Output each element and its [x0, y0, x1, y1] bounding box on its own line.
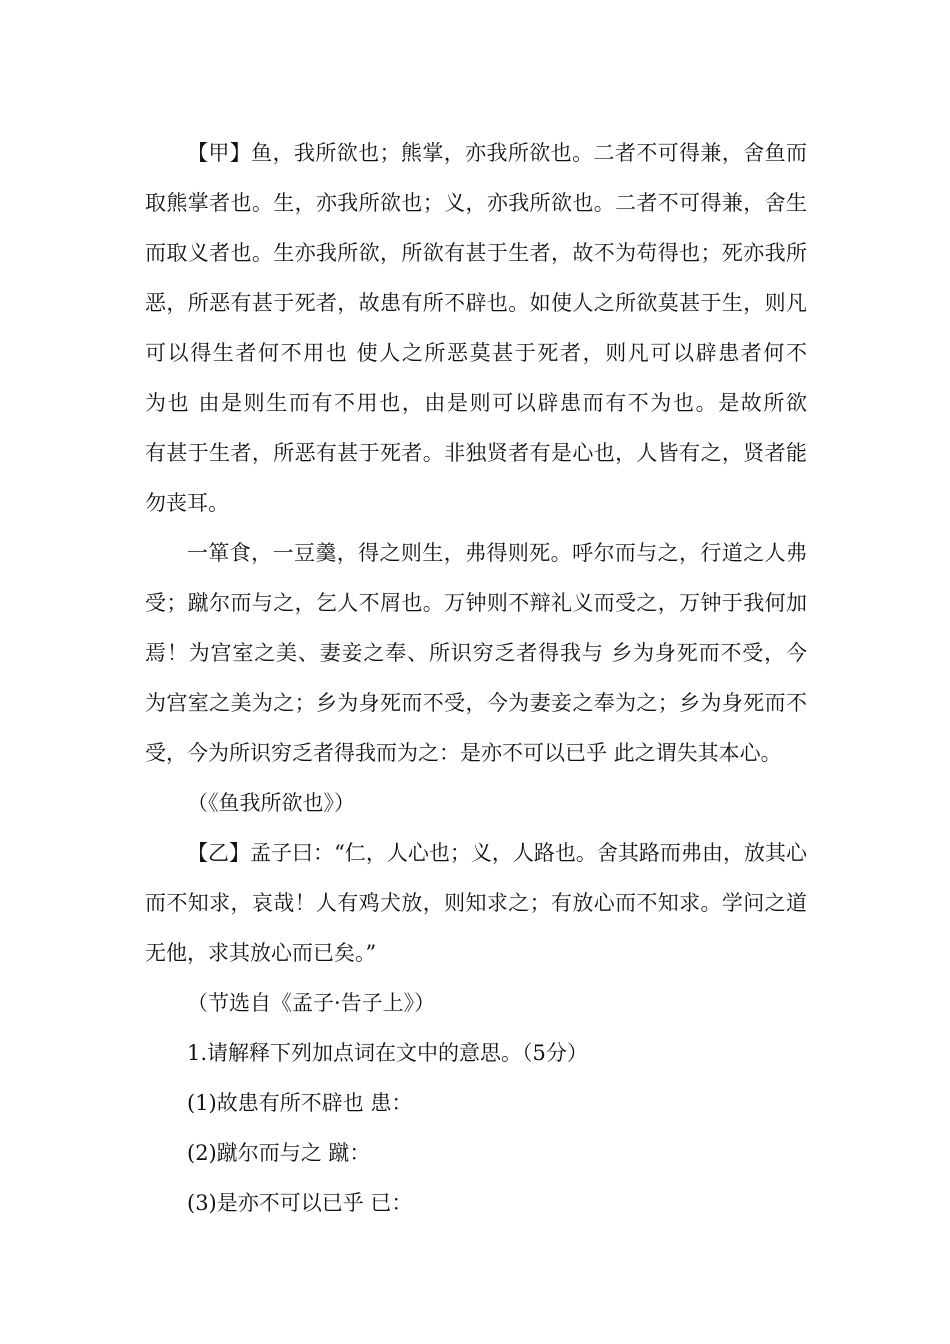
passage-jia-line: 取熊掌者也。生，亦我所欲也；义，亦我所欲也。二者不可得兼，舍生 [145, 191, 807, 215]
passage-jia2-line: 受；蹴尔而与之，乞人不屑也。万钟则不辩礼义而受之，万钟于我何加 [145, 591, 807, 615]
passage-jia-line: 【甲】鱼，我所欲也；熊掌，亦我所欲也。二者不可得兼，舍鱼而 [187, 141, 807, 165]
question-1-item: (1)故患有所不辟也 患： [187, 1091, 413, 1115]
passage-jia-line: 而取义者也。生亦我所欲，所欲有甚于生者，故不为苟得也；死亦我所 [145, 241, 807, 265]
question-1-item: (3)是亦不可以已乎 已： [187, 1191, 413, 1215]
document-content [145, 128, 807, 1228]
source-yi: （节选自《孟子·告子上》） [187, 991, 436, 1015]
passage-yi-line: 【乙】孟子曰：“仁，人心也；义，人路也。舍其路而弗由，放其心 [187, 841, 807, 865]
question-1-stem: 1.请解释下列加点词在文中的意思。（5分） [187, 1041, 588, 1065]
passage-jia2-line: 为宫室之美为之；乡为身死而不受，今为妻妾之奉为之；乡为身死而不 [145, 691, 807, 715]
passage-jia-line: 可以得生者何不用也 使人之所恶莫甚于死者，则凡可以辟患者何不 [145, 341, 807, 365]
passage-jia-line: 恶，所恶有甚于死者，故患有所不辟也。如使人之所欲莫甚于生，则凡 [145, 291, 807, 315]
passage-yi-line: 而不知求，哀哉！人有鸡犬放，则知求之；有放心而不知求。学问之道 [145, 891, 807, 915]
question-1-item: (2)蹴尔而与之 蹴： [187, 1141, 371, 1165]
passage-jia-line: 为也 由是则生而有不用也，由是则可以辟患而有不为也。是故所欲 [145, 391, 807, 415]
passage-jia-line: 勿丧耳。 [145, 491, 229, 515]
passage-jia2-line: 焉！为宫室之美、妻妾之奉、所识穷乏者得我与 乡为身死而不受，今 [145, 641, 807, 665]
passage-yi-line: 无他，求其放心而已矣。” [145, 941, 377, 965]
passage-jia2-line: 一箪食，一豆羹，得之则生，弗得则死。呼尔而与之，行道之人弗 [187, 541, 807, 565]
source-jia: （《鱼我所欲也》） [187, 791, 355, 815]
passage-jia-line: 有甚于生者，所恶有甚于死者。非独贤者有是心也，人皆有之，贤者能 [145, 441, 807, 465]
passage-jia2-line: 受，今为所识穷乏者得我而为之：是亦不可以已乎 此之谓失其本心。 [145, 741, 782, 765]
